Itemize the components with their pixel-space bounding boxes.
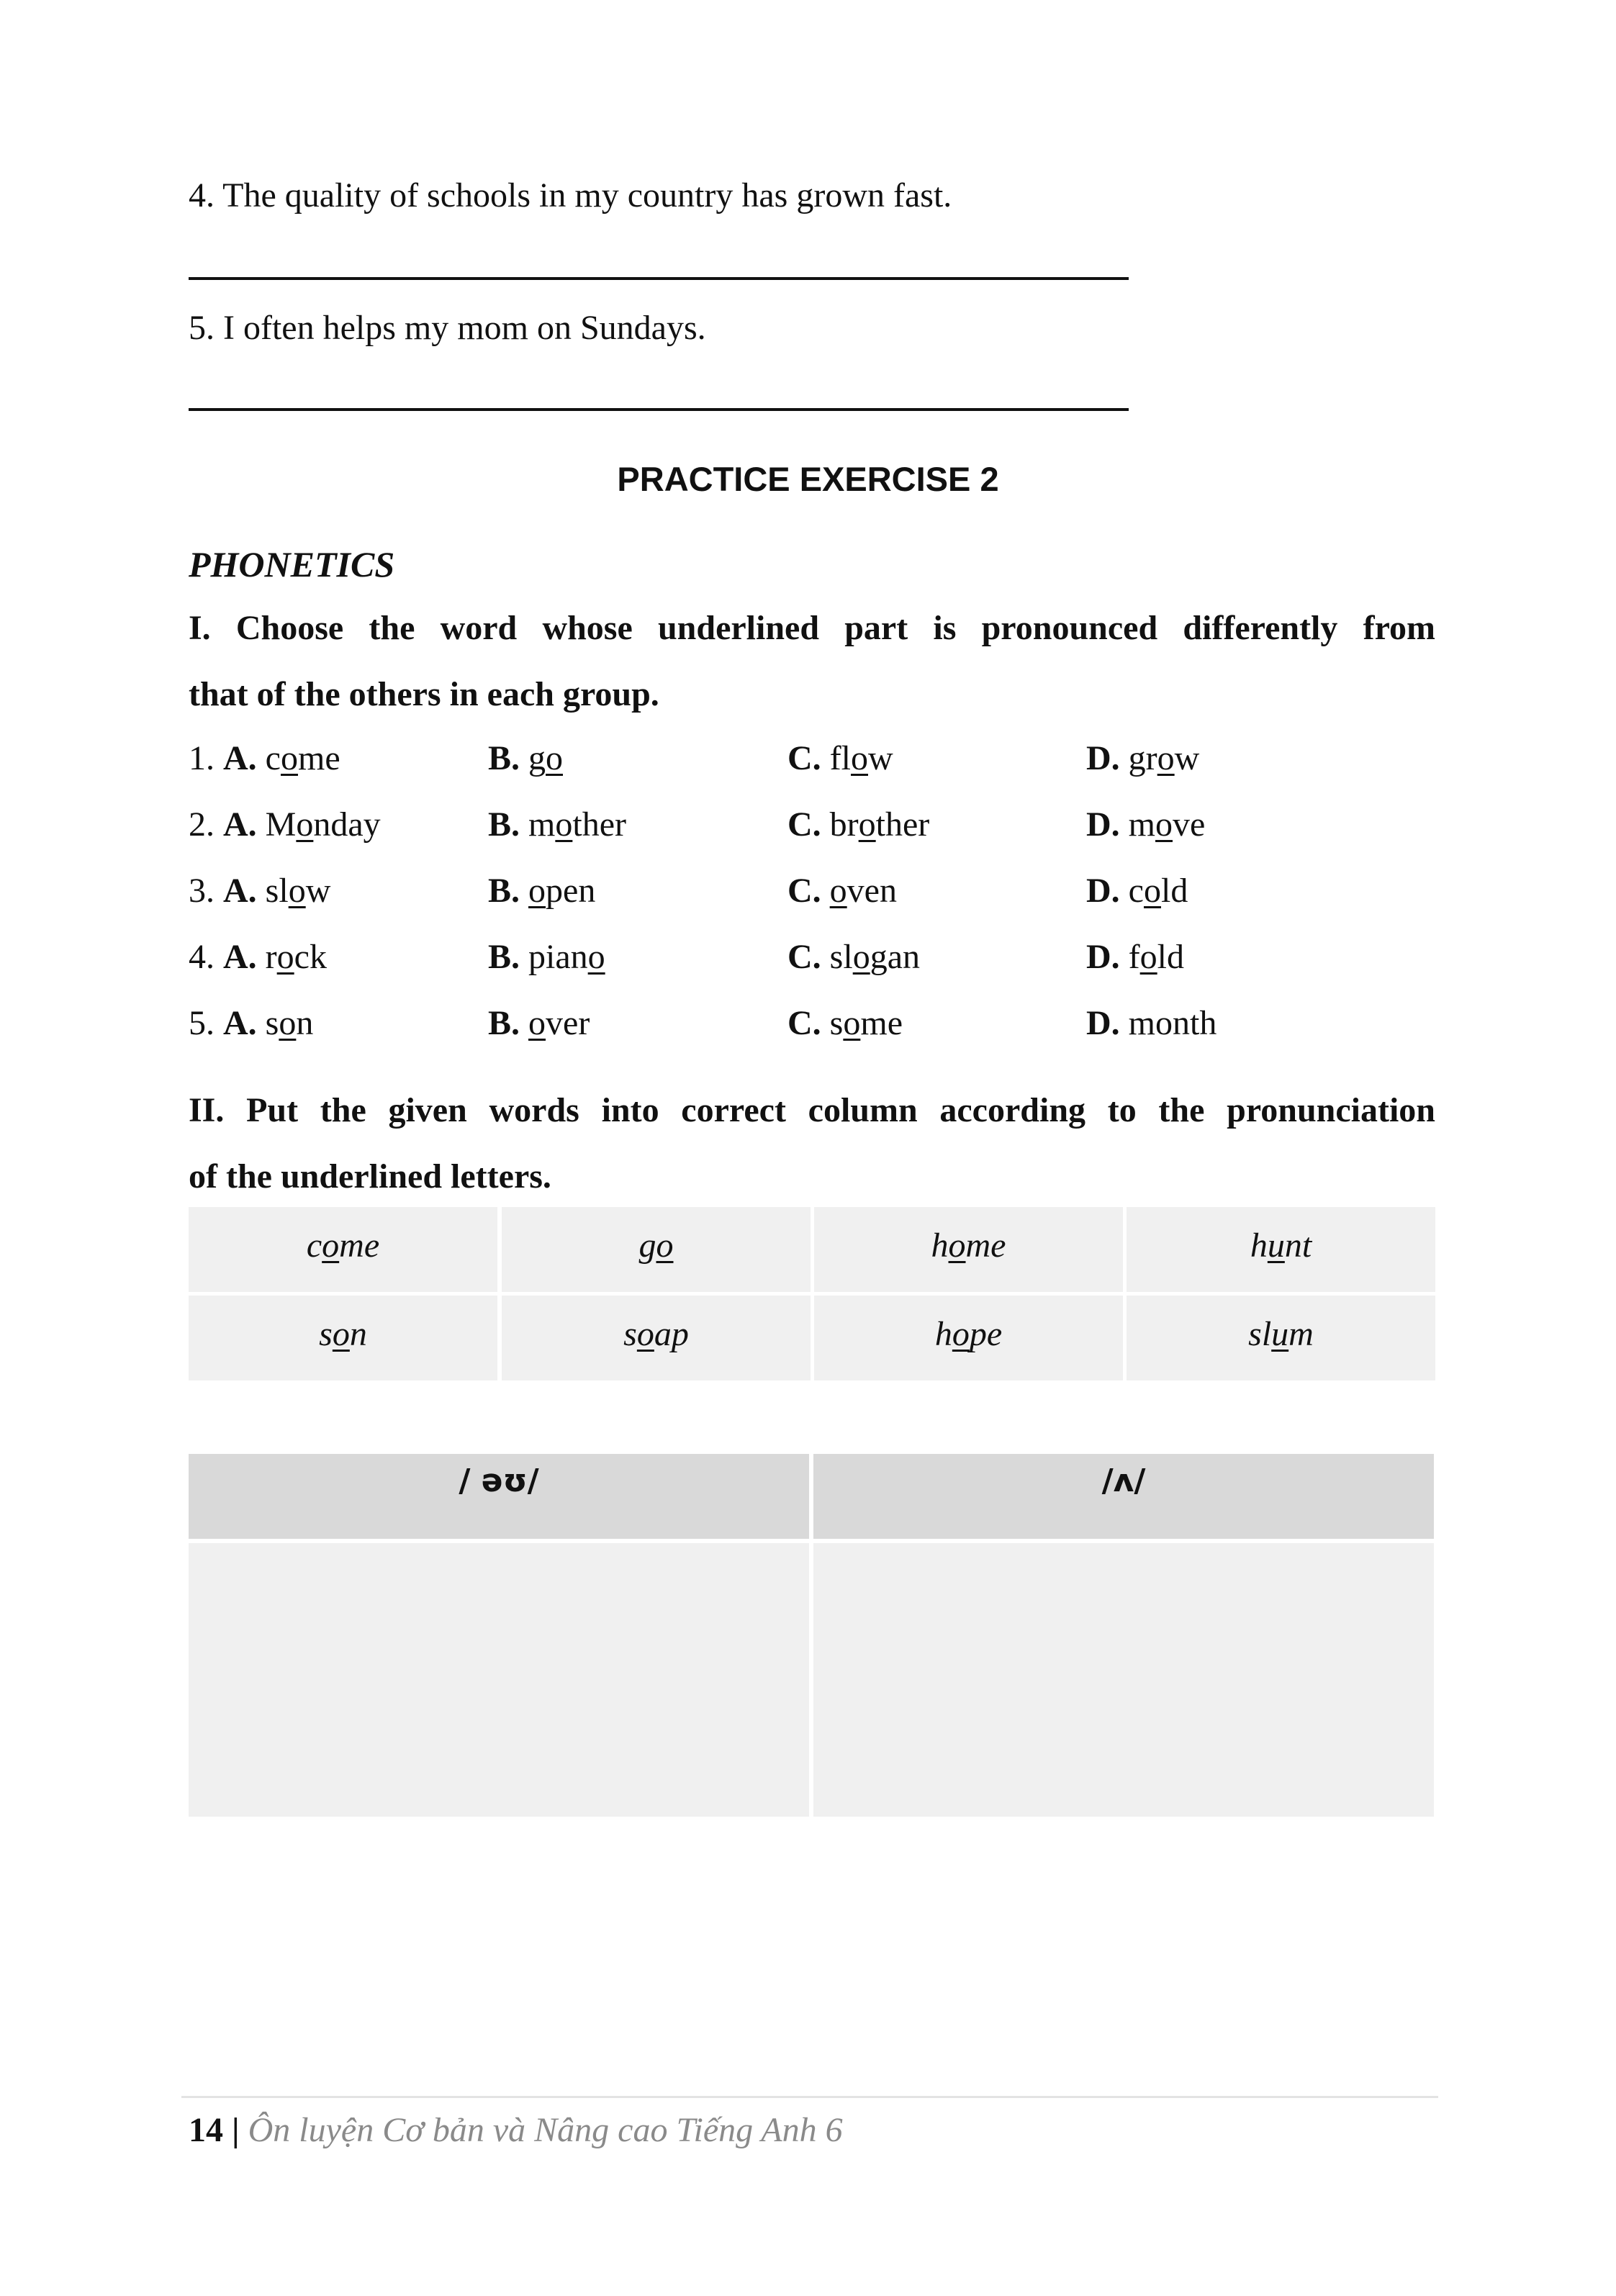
answer-line-5 bbox=[189, 408, 1129, 411]
word-part: M bbox=[265, 805, 297, 844]
question-1-option-c[interactable] bbox=[787, 741, 893, 776]
underlined-letter: u bbox=[1267, 1226, 1285, 1265]
answer-column-uh[interactable] bbox=[813, 1543, 1434, 1817]
word-cell[interactable] bbox=[814, 1207, 1123, 1292]
underlined-letter: o bbox=[587, 938, 605, 976]
underlined-letter: o bbox=[1143, 872, 1161, 910]
question-1-option-d[interactable] bbox=[1086, 741, 1199, 776]
underlined-letter: o bbox=[843, 1004, 861, 1042]
word-part: c bbox=[306, 1226, 322, 1265]
word-part: r bbox=[265, 938, 277, 976]
part1-instruction-line2: that of the others in each group. bbox=[189, 675, 659, 713]
underlined-letter: o bbox=[636, 1315, 654, 1353]
word-part: nt bbox=[1284, 1226, 1312, 1265]
option-letter: A. bbox=[223, 938, 257, 976]
word-cell[interactable] bbox=[814, 1296, 1123, 1380]
question-number: 3. bbox=[189, 872, 215, 910]
question-3-option-c[interactable] bbox=[787, 874, 897, 908]
page-number: 14 bbox=[189, 2111, 223, 2149]
column-header-uh bbox=[813, 1454, 1434, 1539]
underlined-letter: o bbox=[852, 938, 870, 976]
word-part: w bbox=[868, 739, 893, 777]
word-part: ck bbox=[294, 938, 327, 976]
option-letter: B. bbox=[488, 739, 520, 777]
option-letter: A. bbox=[223, 805, 257, 844]
underlined-letter: o bbox=[280, 739, 298, 777]
word-part: m bbox=[528, 805, 556, 844]
word-part: me bbox=[297, 739, 340, 777]
question-5-option-c[interactable] bbox=[787, 1006, 903, 1041]
word-part: h bbox=[1250, 1226, 1268, 1265]
word-cell[interactable] bbox=[189, 1296, 497, 1380]
word-part: fl bbox=[829, 739, 851, 777]
underlined-letter: o bbox=[1157, 739, 1175, 777]
word-part: ld bbox=[1160, 872, 1188, 910]
underlined-letter: o bbox=[528, 872, 546, 910]
word bbox=[623, 1315, 689, 1353]
question-2-option-a[interactable] bbox=[189, 805, 381, 844]
word-part: ven bbox=[847, 872, 897, 910]
question-2-option-d[interactable] bbox=[1086, 805, 1206, 844]
column-header-ou bbox=[189, 1454, 809, 1539]
word-part: w bbox=[1174, 739, 1200, 777]
option-letter: B. bbox=[488, 938, 520, 976]
exercise-item-5: 5. I often helps my mom on Sundays. bbox=[189, 309, 706, 347]
underlined-letter: o bbox=[656, 1226, 674, 1265]
column-header-ou-label: / əʊ/ bbox=[459, 1463, 539, 1499]
column-header-uh-label: /ʌ/ bbox=[1101, 1463, 1146, 1499]
practice-heading: PRACTICE EXERCISE 2 bbox=[617, 460, 999, 498]
question-number: 2. bbox=[189, 805, 215, 844]
word-part: gr bbox=[1128, 739, 1157, 777]
word-part: me bbox=[965, 1226, 1006, 1265]
question-4-option-c[interactable] bbox=[787, 940, 920, 975]
question-5-option-d[interactable] bbox=[1086, 1006, 1216, 1041]
question-4-option-b[interactable] bbox=[488, 940, 605, 975]
question-2-option-c[interactable] bbox=[787, 805, 930, 844]
word-part: s bbox=[265, 1004, 279, 1042]
word-part: ther bbox=[875, 805, 930, 844]
option-letter: C. bbox=[787, 805, 821, 844]
footer-rule bbox=[181, 2096, 1438, 2098]
word bbox=[935, 1315, 1002, 1353]
question-3-option-b[interactable] bbox=[488, 874, 595, 908]
underlined-letter: o bbox=[851, 739, 868, 777]
word-part: f bbox=[1128, 938, 1140, 976]
question-number: 5. bbox=[189, 1004, 215, 1042]
word-part: me bbox=[339, 1226, 380, 1265]
word-part: sl bbox=[1248, 1315, 1272, 1353]
word-part: s bbox=[829, 1004, 844, 1042]
word bbox=[319, 1315, 367, 1353]
option-letter: D. bbox=[1086, 938, 1120, 976]
option-letter: D. bbox=[1086, 1004, 1120, 1042]
question-1-option-a[interactable] bbox=[189, 741, 340, 776]
underlined-letter: o bbox=[528, 1004, 546, 1042]
option-letter: C. bbox=[787, 739, 821, 777]
word bbox=[307, 1226, 379, 1265]
word-part: g bbox=[638, 1226, 656, 1265]
underlined-letter: o bbox=[1139, 938, 1157, 976]
word-part: ver bbox=[546, 1004, 590, 1042]
option-letter: A. bbox=[223, 739, 257, 777]
word-part: ther bbox=[572, 805, 626, 844]
option-letter: D. bbox=[1086, 805, 1120, 844]
question-2-option-b[interactable] bbox=[488, 805, 626, 844]
option-letter: B. bbox=[488, 1004, 520, 1042]
word-part: w bbox=[305, 872, 331, 910]
word-part: nday bbox=[313, 805, 381, 844]
page-footer bbox=[189, 2110, 843, 2150]
underlined-letter: u bbox=[1271, 1315, 1289, 1353]
word-part: pe bbox=[969, 1315, 1003, 1353]
underlined-letter: o bbox=[952, 1315, 970, 1353]
underlined-letter: o bbox=[288, 872, 306, 910]
underlined-letter: o bbox=[276, 938, 294, 976]
word-part: me bbox=[860, 1004, 903, 1042]
word-part: pen bbox=[546, 872, 596, 910]
word-cell[interactable] bbox=[502, 1207, 811, 1292]
question-3-option-a[interactable] bbox=[189, 874, 330, 908]
part1-instruction-line1: I. Choose the word whose underlined part is pronounced differently from bbox=[189, 609, 1435, 647]
option-letter: B. bbox=[488, 805, 520, 844]
word-part: month bbox=[1128, 1004, 1217, 1042]
word-part: sl bbox=[265, 872, 289, 910]
part2-instruction-line1: II. Put the given words into correct column according to the pronunciation bbox=[189, 1091, 1435, 1129]
question-number: 1. bbox=[189, 739, 215, 777]
word-part: m bbox=[1288, 1315, 1314, 1353]
word-cell[interactable] bbox=[502, 1296, 811, 1380]
option-letter: B. bbox=[488, 872, 520, 910]
word-part: br bbox=[829, 805, 859, 844]
word-cell[interactable] bbox=[1127, 1207, 1435, 1292]
word-part: m bbox=[1128, 805, 1156, 844]
word-part: h bbox=[934, 1315, 952, 1353]
exercise-item-4: 4. The quality of schools in my country has grown fast. bbox=[189, 176, 952, 214]
book-title: Ôn luyện Cơ bản và Nâng cao Tiếng Anh 6 bbox=[248, 2111, 843, 2149]
word-part: h bbox=[931, 1226, 949, 1265]
word-part: gan bbox=[870, 938, 920, 976]
word-part: g bbox=[528, 739, 546, 777]
word-part: pian bbox=[528, 938, 588, 976]
option-letter: D. bbox=[1086, 872, 1120, 910]
word bbox=[1250, 1226, 1312, 1265]
question-1-option-b[interactable] bbox=[488, 741, 563, 776]
word bbox=[1248, 1315, 1314, 1353]
word-part: sl bbox=[829, 938, 853, 976]
option-letter: C. bbox=[787, 872, 821, 910]
word-cell[interactable] bbox=[1127, 1296, 1435, 1380]
option-letter: C. bbox=[787, 1004, 821, 1042]
section-label: PHONETICS bbox=[189, 544, 395, 584]
word-part: s bbox=[319, 1315, 333, 1353]
underlined-letter: o bbox=[1155, 805, 1173, 844]
question-5-option-a[interactable] bbox=[189, 1006, 313, 1041]
option-letter: A. bbox=[223, 1004, 257, 1042]
underlined-letter: o bbox=[829, 872, 847, 910]
word-part: n bbox=[296, 1004, 314, 1042]
underlined-letter: o bbox=[948, 1226, 966, 1265]
word bbox=[931, 1226, 1006, 1265]
question-4-option-a[interactable] bbox=[189, 940, 327, 975]
word-part: c bbox=[1128, 872, 1144, 910]
underlined-letter: o bbox=[296, 805, 314, 844]
answer-column-ou[interactable] bbox=[189, 1543, 809, 1817]
underlined-letter: o bbox=[546, 739, 564, 777]
part2-instruction-line2: of the underlined letters. bbox=[189, 1157, 551, 1196]
word-part: c bbox=[265, 739, 281, 777]
question-5-option-b[interactable] bbox=[488, 1006, 590, 1041]
footer-separator: | bbox=[223, 2111, 248, 2149]
option-letter: A. bbox=[223, 872, 257, 910]
answer-line-4 bbox=[189, 277, 1129, 280]
word bbox=[639, 1226, 674, 1265]
word-part: s bbox=[623, 1315, 637, 1353]
word-part: n bbox=[349, 1315, 367, 1353]
option-letter: C. bbox=[787, 938, 821, 976]
question-number: 4. bbox=[189, 938, 215, 976]
word-cell[interactable] bbox=[189, 1207, 497, 1292]
question-4-option-d[interactable] bbox=[1086, 940, 1184, 975]
word-part: ld bbox=[1157, 938, 1184, 976]
word-part: ap bbox=[654, 1315, 689, 1353]
question-3-option-d[interactable] bbox=[1086, 874, 1188, 908]
underlined-letter: o bbox=[279, 1004, 297, 1042]
option-letter: D. bbox=[1086, 739, 1120, 777]
underlined-letter: o bbox=[555, 805, 573, 844]
underlined-letter: o bbox=[858, 805, 876, 844]
underlined-letter: o bbox=[332, 1315, 350, 1353]
underlined-letter: o bbox=[322, 1226, 340, 1265]
word-part: ve bbox=[1173, 805, 1206, 844]
